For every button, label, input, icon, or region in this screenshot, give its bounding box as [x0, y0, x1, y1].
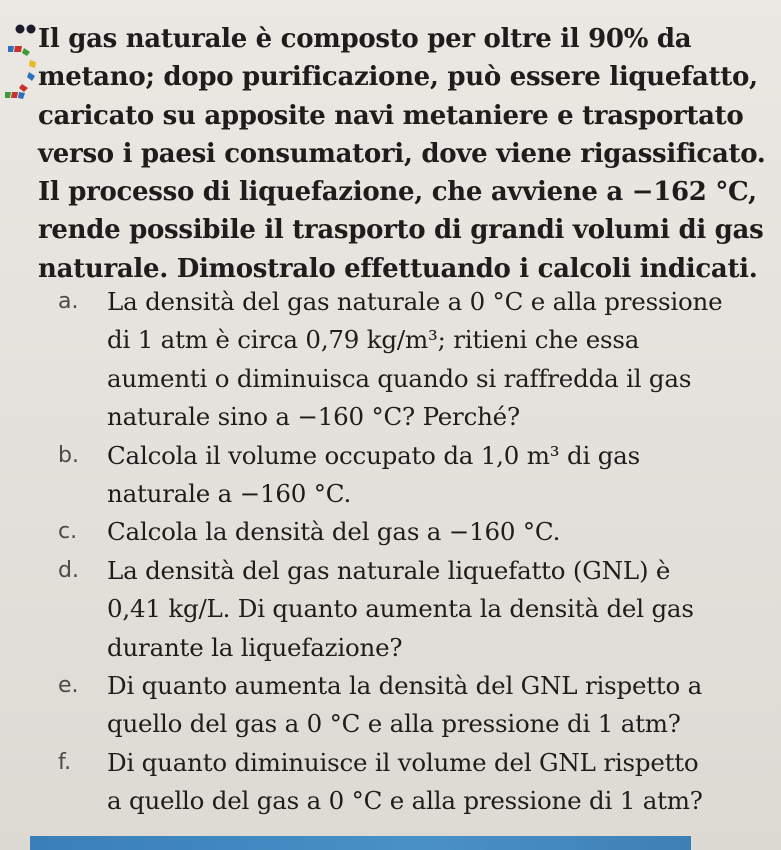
question-line: naturale a −160 °C.: [107, 479, 352, 509]
difficulty-icon: [0, 0, 36, 120]
question-line: Di quanto diminuisce il volume del GNL rispetto: [107, 747, 699, 777]
question-line: Calcola la densità del gas a −160 °C.: [107, 517, 561, 547]
question-line: quello del gas a 0 °C e alla pressione di 1 atm?: [107, 709, 681, 739]
question-c: [58, 513, 758, 551]
question-line: aumenti o diminuisca quando si raffredda il gas: [107, 363, 692, 393]
question-e: [58, 667, 758, 744]
question-line: Calcola il volume occupato da 1,0 m³ di gas: [107, 440, 640, 470]
question-line: La densità del gas naturale liquefatto (GNL) è: [107, 555, 671, 585]
sustainability-goals-icon: [5, 46, 36, 99]
question-line: durante la liquefazione?: [107, 632, 403, 662]
question-line: La densità del gas naturale a 0 °C e alla pressione: [107, 287, 723, 316]
intro-line: verso i paesi consumatori, dove viene rigassificato.: [38, 138, 766, 169]
question-f: [58, 744, 758, 821]
page-bottom-bar: [30, 836, 691, 850]
problem-intro: [38, 20, 766, 288]
question-d: [58, 552, 758, 667]
question-a: [58, 283, 758, 437]
intro-line: caricato su apposite navi metaniere e trasportato: [38, 100, 744, 131]
question-line: 0,41 kg/L. Di quanto aumenta la densità del gas: [107, 594, 694, 624]
question-letter: f.: [58, 749, 72, 775]
question-line: naturale sino a −160 °C? Perché?: [107, 402, 520, 432]
intro-line: metano; dopo purificazione, può essere liquefatto,: [38, 62, 758, 93]
question-line: Di quanto aumenta la densità del GNL rispetto a: [107, 671, 703, 701]
question-letter: c.: [58, 519, 78, 545]
question-list: [58, 283, 758, 821]
intro-line: Il gas naturale è composto per oltre il 90% da: [38, 24, 692, 54]
question-letter: b.: [58, 442, 79, 468]
question-letter: e.: [58, 673, 79, 699]
question-line: a quello del gas a 0 °C e alla pressione di 1 atm?: [107, 786, 703, 816]
difficulty-dot-1: [16, 25, 25, 34]
question-letter: d.: [58, 557, 79, 583]
intro-line: naturale. Dimostralo effettuando i calcoli indicati.: [38, 253, 758, 284]
question-b: [58, 437, 758, 514]
intro-line: Il processo di liquefazione, che avviene a −162 °C,: [38, 177, 757, 208]
question-letter: a.: [58, 289, 79, 314]
question-line: di 1 atm è circa 0,79 kg/m³; ritieni che essa: [107, 325, 640, 355]
difficulty-dot-2: [27, 25, 36, 34]
intro-line: rende possibile il trasporto di grandi volumi di gas: [38, 215, 764, 246]
